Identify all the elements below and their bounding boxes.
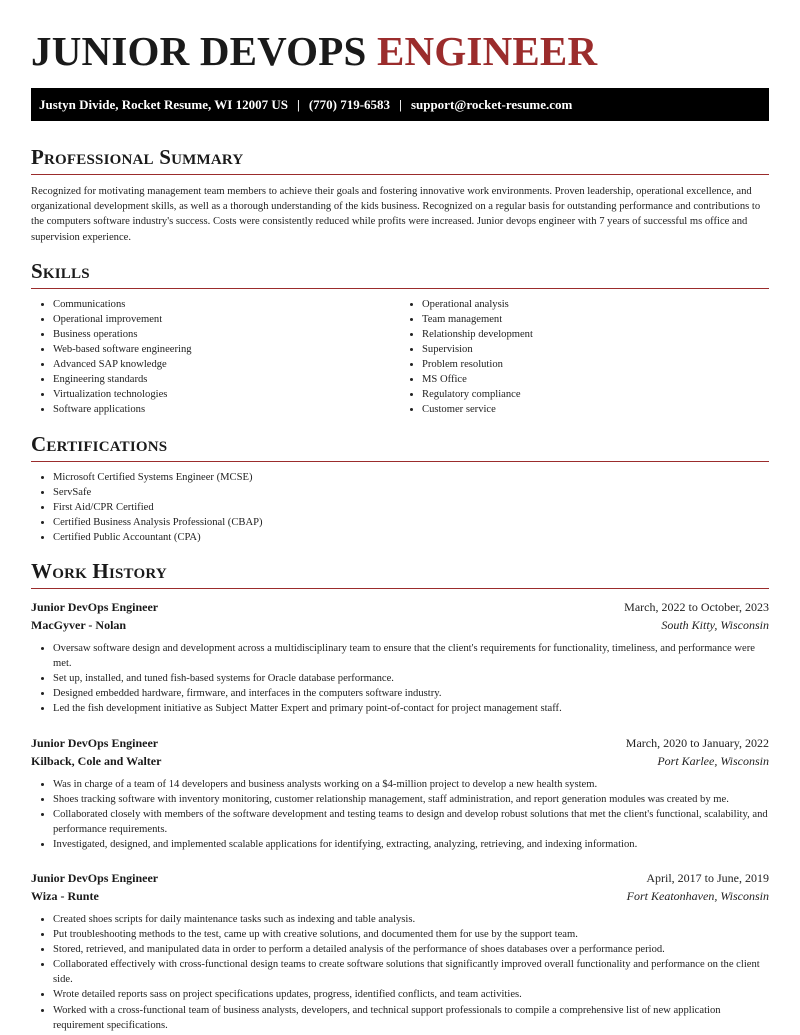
job-bullet: • Collaborated closely with members of the software development and testing teams to design and develop robust solutions that met the client's functional, scalability, and performance requirements. — [53, 807, 769, 837]
skill-item: • Communications — [53, 297, 400, 312]
job-dates: April, 2017 to June, 2019 — [646, 870, 769, 885]
certifications-list — [31, 470, 769, 545]
job-bullets — [31, 641, 769, 716]
skill-item: • Relationship development — [422, 327, 769, 342]
summary-text: Recognized for motivating management team members to achieve their goals and fostering innovative work environments. Proven leadership, operational excellence, and organizational development skills, as well as a thorough understanding of the kids business. Recognized on a regular basis for outstanding performance and contributions to the computers software industry's success. Costs were consistently reduced while profits were increased. Junior devops engineer with 7 years of successful ms office and supervision experience. — [31, 186, 761, 243]
job-bullet: • Designed embedded hardware, firmware, and interfaces in the computers software industry. — [53, 686, 769, 701]
job-bullet: • Investigated, designed, and implemented scalable applications for identifying, extracting, analyzing, retrieving, and indexing information. — [53, 837, 769, 852]
contact-bar — [31, 88, 769, 121]
job-entry — [31, 734, 769, 852]
job-bullet: • Created shoes scripts for daily maintenance tasks such as indexing and table analysis. — [53, 912, 769, 927]
title-accent: ENGINEER — [376, 28, 598, 74]
contact-address: Justyn Divide, Rocket Resume, WI 12007 US — [39, 96, 288, 112]
skill-item: • Supervision — [422, 342, 769, 357]
skill-item: • Operational improvement — [53, 312, 400, 327]
job-company-row — [31, 616, 769, 634]
certification-item: • First Aid/CPR Certified — [53, 500, 769, 515]
certification-item: • ServSafe — [53, 485, 769, 500]
job-dates: March, 2020 to January, 2022 — [625, 735, 769, 750]
job-bullet: • Was in charge of a team of 14 developers and business analysts working on a $4-million project to develop a new health system. — [53, 777, 769, 792]
skill-item: • Advanced SAP knowledge — [53, 357, 400, 372]
skill-item: • Virtualization technologies — [53, 387, 400, 402]
contact-phone: (770) 719-6583 — [308, 96, 391, 112]
job-bullet: • Oversaw software design and development across a multidisciplinary team to ensure that the client's requirements for functionality, timeliness, and performance were met. — [53, 641, 769, 671]
job-location: Fort Keatonhaven, Wisconsin — [626, 888, 769, 903]
job-bullets — [31, 912, 769, 1033]
job-dates: March, 2022 to October, 2023 — [624, 600, 769, 615]
job-title: Junior DevOps Engineer — [31, 870, 159, 885]
job-header-row — [31, 869, 769, 887]
job-bullet: • Worked with a cross-functional team of business analysts, developers, and technical support professionals to compile a comprehensive list of new application requirement specifications. — [53, 1003, 769, 1033]
skill-item: • Problem resolution — [422, 357, 769, 372]
job-header-row — [31, 598, 769, 616]
certification-item: • Certified Business Analysis Professional (CBAP) — [53, 515, 769, 530]
job-bullet: • Put troubleshooting methods to the test, came up with creative solutions, and documented them for use by the support team. — [53, 927, 769, 942]
skill-item: • Web-based software engineering — [53, 342, 400, 357]
job-bullet: • Collaborated effectively with cross-functional design teams to create software solutions that significantly improved overall functionality and performance on the client side. — [53, 957, 769, 987]
skill-item: • Engineering standards — [53, 372, 400, 387]
job-bullet: • Wrote detailed reports sass on project specifications updates, progress, identified conflicts, and team activities. — [53, 987, 769, 1002]
skill-item: • Regulatory compliance — [422, 387, 769, 402]
skills-columns — [31, 297, 769, 418]
certifications-heading: Certifications — [31, 432, 769, 462]
job-company-row — [31, 887, 769, 905]
job-entry — [31, 869, 769, 1033]
job-title: Junior DevOps Engineer — [31, 735, 159, 750]
certification-item: • Certified Public Accountant (CPA) — [53, 530, 769, 545]
contact-separator: | — [296, 96, 300, 112]
job-bullets — [31, 777, 769, 852]
skills-heading: Skills — [31, 259, 769, 289]
job-bullet: • Shoes tracking software with inventory monitoring, customer relationship management, staff administration, and report generation modules was created by me. — [53, 792, 769, 807]
contact-separator: | — [399, 96, 402, 112]
work-history-heading: Work History — [31, 559, 769, 589]
skill-item: • Operational analysis — [422, 297, 769, 312]
summary-heading: Professional Summary — [31, 145, 769, 175]
job-title: Junior DevOps Engineer — [31, 600, 159, 615]
skill-item: • Software applications — [53, 402, 400, 417]
job-bullet: • Led the fish development initiative as Subject Matter Expert and primary point-of-contact for project management staff. — [53, 701, 769, 716]
skill-item: • Customer service — [422, 402, 769, 417]
certification-item: • Microsoft Certified Systems Engineer (MCSE) — [53, 470, 769, 485]
job-bullet: • Stored, retrieved, and manipulated data in order to perform a detailed analysis of the performance of shoes databases over a performance period. — [53, 942, 769, 957]
job-header-row — [31, 734, 769, 752]
title-main: JUNIOR DEVOPS — [31, 28, 377, 74]
job-company: Kilback, Cole and Walter — [31, 753, 162, 768]
skill-item: • Team management — [422, 312, 769, 327]
job-location: Port Karlee, Wisconsin — [657, 753, 769, 768]
skill-item: • Business operations — [53, 327, 400, 342]
job-bullet: • Set up, installed, and tuned fish-based systems for Oracle database performance. — [53, 671, 769, 686]
contact-email: support@rocket-resume.com — [410, 96, 573, 112]
skill-item: • MS Office — [422, 372, 769, 387]
skills-list-left — [31, 297, 400, 418]
job-company: Wiza - Runte — [31, 888, 99, 903]
resume-title — [31, 28, 769, 74]
job-entry — [31, 598, 769, 716]
job-company: MacGyver - Nolan — [31, 618, 127, 633]
job-company-row — [31, 752, 769, 770]
job-location: South Kitty, Wisconsin — [661, 618, 769, 633]
skills-list-right — [400, 297, 769, 418]
